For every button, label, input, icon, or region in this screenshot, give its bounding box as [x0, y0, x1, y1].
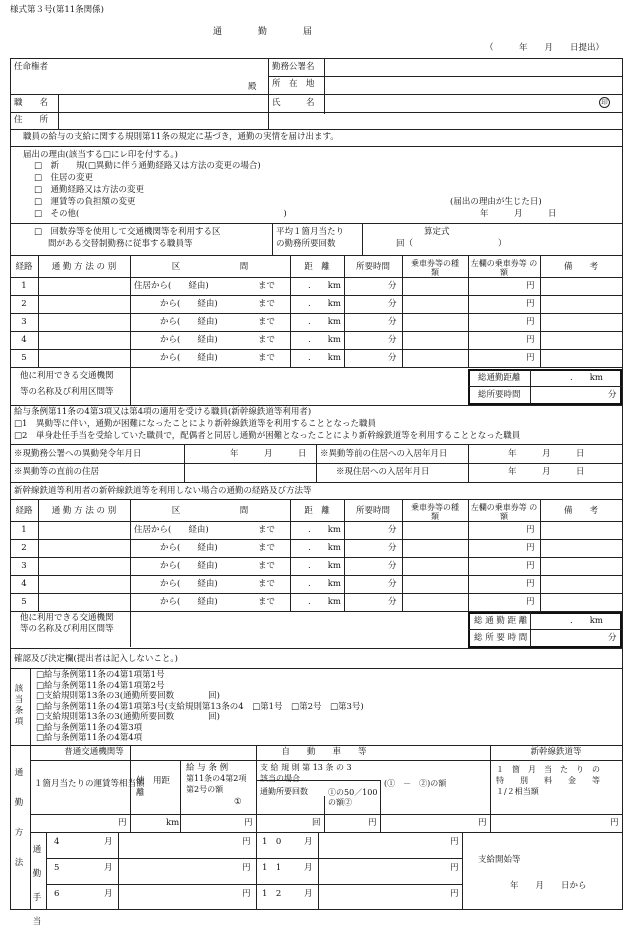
ticket-note-line2: 間がある交替制勤務に従事する職員等: [48, 239, 193, 249]
total-distance-label: 総通勤距離: [478, 373, 521, 383]
public-yen-unit: 円: [118, 818, 127, 828]
kisoku-line1: 支 給 規 則 第 13 条 の 3: [260, 763, 352, 772]
col-ticket-amount-2: 左欄の乗車券等 の 額: [470, 503, 538, 521]
time-unit: 分: [388, 281, 397, 291]
route-number: 4: [21, 335, 27, 345]
prev-residence-label: ※異動等の直前の住居: [14, 467, 100, 477]
amount-unit-2: 円: [526, 543, 535, 553]
reason-date: 年 月 日: [480, 209, 557, 219]
section-to-2: まで: [258, 597, 276, 607]
section-from-2[interactable]: から( 経由): [160, 543, 218, 553]
clause-option[interactable]: □給与条例第11条の4第1項第3号(支給規則第13条の4 □第1号 □第2号 □第3号): [36, 701, 364, 712]
row-divider-2: [10, 539, 622, 540]
clause-option[interactable]: □給与条例第11条の4第4項: [36, 733, 143, 743]
time-unit: 分: [388, 317, 397, 327]
col-time-2: 所要時間: [355, 506, 390, 516]
section-from-2[interactable]: から( 経由): [160, 597, 218, 607]
month-yen-left: 円: [242, 889, 251, 899]
total-distance-value: . km: [570, 373, 603, 383]
special-fee-line3: １/２相当額: [496, 787, 539, 796]
month-number: 4: [54, 837, 60, 847]
row-divider-2: [10, 593, 622, 594]
month-divider: [46, 884, 462, 885]
section-to: まで: [258, 335, 276, 345]
col-distance: 距 離: [304, 262, 330, 272]
time-unit: 分: [388, 299, 397, 309]
public-transport-header: 普通交通機関等: [64, 747, 124, 757]
reason-route-change[interactable]: □ 通勤経路又は方法の変更: [34, 185, 145, 195]
month-number-right: 1 2: [262, 889, 282, 899]
use-km-unit: km: [166, 818, 180, 828]
section-to: まで: [258, 299, 276, 309]
avg-count-line1: 平均１箇月当たり: [276, 227, 345, 237]
route-number-2: 5: [21, 597, 27, 607]
col-method-2: 通 勤 方 法 の 別: [51, 506, 117, 516]
use-distance: 使 用距 離: [136, 776, 179, 798]
col-route-2: 経路: [15, 506, 33, 516]
amount-unit: 円: [526, 299, 535, 309]
section-to: まで: [258, 281, 276, 291]
ratio-amount-label: ①の50／100の額②: [328, 788, 378, 807]
time-unit-2: 分: [388, 561, 397, 571]
col-distance-2: 距 離: [304, 506, 330, 516]
amount-unit-2: 円: [526, 561, 535, 571]
kisoku-line2: 該当の場合: [260, 774, 300, 783]
amount-unit-2: 円: [526, 579, 535, 589]
month-divider: [46, 858, 462, 859]
intro-text: 職員の給与の支給に関する規則第11条の規定に基づき，通勤の実情を届け出ます。: [23, 132, 339, 142]
calc-label: 算定式: [424, 227, 450, 237]
time-unit: 分: [388, 353, 397, 363]
month-yen-left: 円: [242, 837, 251, 847]
clause-option[interactable]: □給与条例第11条の4第3項: [36, 722, 143, 733]
section-from[interactable]: から( 経由): [160, 353, 218, 363]
route-number-2: 3: [21, 561, 27, 571]
section-to: まで: [258, 317, 276, 327]
other-transport-line1-2: 他に利用できる交通機関: [20, 613, 114, 623]
row-divider: [10, 349, 622, 350]
public-monthly-fare: １箇月当たりの運賃等相当額: [34, 779, 145, 789]
time-unit-2: 分: [388, 543, 397, 553]
distance-cell-2[interactable]: . km: [308, 579, 341, 589]
jorei-yen-unit: 円: [244, 818, 253, 828]
reason-address-change[interactable]: □ 住居の変更: [34, 173, 94, 183]
month-number-right: 1 1: [262, 863, 282, 873]
other-transport-line1: 他に利用できる交通機関: [20, 371, 114, 381]
route-number: 1: [21, 281, 27, 291]
dono-label: 殿: [248, 82, 257, 92]
current-residence-date-label: ※現住居への入居年月日: [336, 467, 430, 477]
confirm-title: 確認及び決定欄(提出者は記入しないこと。): [14, 654, 178, 664]
month-suffix: 月: [104, 889, 113, 899]
submit-date: （ 年 月 日提出）: [485, 43, 605, 53]
row-divider: [10, 367, 622, 368]
total-time-label: 総所要時間: [478, 390, 521, 400]
distance-cell[interactable]: . km: [308, 317, 341, 327]
prev-residence-date-value: 年 月 日: [508, 449, 585, 459]
form-title: 通 勤 届: [213, 27, 313, 37]
reason-other[interactable]: □ その他( ): [34, 209, 287, 219]
appointer-label: 任命権者: [14, 62, 49, 72]
commute-method-label: 通勤方法: [14, 768, 24, 868]
month-yen-left: 円: [242, 863, 251, 873]
col-section: 区 間: [171, 262, 249, 272]
distance-cell[interactable]: . km: [308, 335, 341, 345]
month-yen-right: 円: [450, 863, 459, 873]
col-ticket-kind-2: 乗車券等の種 類: [411, 503, 475, 521]
distance-cell-2[interactable]: . km: [308, 561, 341, 571]
section-from[interactable]: から( 経由): [160, 335, 218, 345]
amount-unit-2: 円: [526, 597, 535, 607]
non-shinkansen-title: 新幹線鉄道等利用者の新幹線鉄道等を利用しない場合の通勤の経路及び方法等: [14, 486, 312, 496]
transfer-date-value: 年 月 日: [230, 449, 307, 459]
route-number: 5: [21, 353, 27, 363]
transfer-date-label: ※現勤務公署への異動発令年月日: [14, 449, 142, 459]
jorei-line3: 第2号の額: [186, 785, 224, 794]
distance-cell[interactable]: . km: [308, 353, 341, 363]
distance-cell-2[interactable]: . km: [308, 525, 341, 535]
col-remarks-2: 備 考: [563, 506, 598, 516]
address-label: 住 所: [14, 115, 49, 125]
month-number-right: 1 0: [262, 837, 282, 847]
section-to-2: まで: [258, 579, 276, 589]
month-suffix: 月: [104, 863, 113, 873]
amount-unit: 円: [526, 317, 535, 327]
ticket-note-line1[interactable]: □ 回数券等を使用して交通機関等を利用する区: [34, 227, 221, 237]
amount-unit-2: 円: [526, 525, 535, 535]
office-location-label: 所 在 地: [272, 79, 315, 89]
month-suffix: 月: [104, 837, 113, 847]
section-to-2: まで: [258, 525, 276, 535]
route-number-2: 2: [21, 543, 27, 553]
route-number: 2: [21, 299, 27, 309]
route-number-2: 1: [21, 525, 27, 535]
time-unit-2: 分: [388, 597, 397, 607]
total-time-label-2: 総 所 要 時 間: [474, 633, 528, 643]
route-number: 3: [21, 317, 27, 327]
col-route: 経路: [15, 262, 33, 272]
avg-count-line2: の勤務所要回数: [276, 239, 336, 249]
section-from[interactable]: 住居から( 経由): [134, 281, 209, 291]
diff-yen-unit: 円: [478, 818, 487, 828]
distance-cell-2[interactable]: . km: [308, 597, 341, 607]
job-title-label: 職 名: [14, 98, 49, 108]
route-number-2: 4: [21, 579, 27, 589]
section-from-2[interactable]: から( 経由): [160, 579, 218, 589]
reason-date-label: (届出の理由が生じた日): [450, 197, 542, 207]
section-to-2: まで: [258, 543, 276, 553]
allowance-label: 通勤手当: [32, 845, 42, 927]
other-transport-line2-2: 等の名称及び利用区間等: [20, 624, 114, 634]
distance-cell[interactable]: . km: [308, 299, 341, 309]
reason-title: 届出の理由(該当する□にレ印を付する。): [23, 150, 178, 160]
special-fee-line1: １ 箇 月 当 た り の: [496, 765, 600, 774]
start-date: 年 月 日から: [510, 881, 587, 891]
section-to: まで: [258, 353, 276, 363]
section-from[interactable]: から( 経由): [160, 299, 218, 309]
shinkansen-header: 新幹線鉄道等: [530, 747, 582, 757]
form-number: 様式第３号(第11条関係): [10, 5, 104, 15]
commute-count-label: 通勤所要回数: [260, 787, 308, 796]
col-time: 所要時間: [355, 262, 390, 272]
total-distance-value-2: . km: [570, 616, 603, 626]
reason-new[interactable]: □ 新 規(□異動に伴う通勤経路又は方法の変更の場合): [34, 161, 261, 171]
col-ticket-amount: 左欄の乗車券等 の 額: [470, 259, 538, 277]
special-fee-line2: 特 別 料 金 等: [496, 776, 600, 785]
month-suffix-right: 月: [304, 889, 313, 899]
ratio-yen-unit: 円: [368, 818, 377, 828]
month-suffix-right: 月: [304, 863, 313, 873]
col-method: 通 勤 方 法 の 別: [51, 262, 117, 272]
section-from-2[interactable]: から( 経由): [160, 561, 218, 571]
clause-option[interactable]: □給与条例第11条の4第1項第1号: [36, 670, 165, 680]
col-section-2: 区 間: [171, 506, 249, 516]
reason-fare-change[interactable]: □ 運賃等の負担額の変更: [34, 197, 136, 207]
row-divider-2: [10, 557, 622, 558]
month-number: 5: [54, 863, 60, 873]
month-number: 6: [54, 889, 60, 899]
clause-option[interactable]: □支給規則第13条の3(通勤所要回数 回): [36, 691, 220, 701]
shinkansen-option-2[interactable]: □2 単身赴任手当を受給していた職員で，配偶者と同居し通勤が困難となったことにより新幹線鉄道等を利用することとなった職員: [14, 431, 521, 441]
time-unit-2: 分: [388, 525, 397, 535]
other-transport-line2: 等の名称及び利用区間等: [20, 387, 114, 397]
total-time-unit: 分: [608, 390, 617, 400]
diff-amount-label: (① － ②)の額: [384, 779, 447, 788]
name-label: 氏 名: [272, 98, 315, 108]
current-residence-date-value: 年 月 日: [508, 467, 585, 477]
calc-value: 回（ ）: [396, 239, 507, 249]
count-unit: 回: [312, 818, 321, 828]
applicable-clause-label: 該当条項: [14, 684, 24, 727]
shinkansen-title: 給与条例第11条の4第3項又は第4項の適用を受ける職員(新幹線鉄道等利用者): [14, 407, 312, 417]
jorei-line1: 給 与 条 例: [186, 763, 229, 773]
section-from[interactable]: から( 経由): [160, 317, 218, 327]
time-unit-2: 分: [388, 579, 397, 589]
row-divider: [10, 331, 622, 332]
amount-unit: 円: [526, 335, 535, 345]
distance-cell-2[interactable]: . km: [308, 543, 341, 553]
month-yen-right: 円: [450, 837, 459, 847]
month-suffix-right: 月: [304, 837, 313, 847]
seal-mark: 印: [599, 97, 610, 108]
time-unit: 分: [388, 335, 397, 345]
month-yen-right: 円: [450, 889, 459, 899]
col-remarks: 備 考: [563, 262, 598, 272]
section-from-2[interactable]: 住居から( 経由): [134, 525, 209, 535]
total-time-unit-2: 分: [608, 633, 617, 643]
total-distance-label-2: 総 通 勤 距 離: [474, 616, 528, 626]
jorei-line2: 第11条の4第2項: [186, 774, 247, 783]
row-divider-2: [10, 575, 622, 576]
shinkansen-option-1[interactable]: □1 異動等に伴い，通勤が困難になったことにより新幹線鉄道等を利用することとなった職員: [14, 419, 376, 429]
distance-cell[interactable]: . km: [308, 281, 341, 291]
amount-unit: 円: [526, 353, 535, 363]
clause-option[interactable]: □支給規則第13条の3(通勤所要回数 回): [36, 712, 220, 722]
special-yen-unit: 円: [610, 818, 619, 828]
amount-unit: 円: [526, 281, 535, 291]
jorei-mark-1: ①: [234, 797, 242, 807]
clause-option[interactable]: □給与条例第11条の4第1項第2号: [36, 680, 165, 691]
section-to-2: まで: [258, 561, 276, 571]
row-divider: [10, 295, 622, 296]
row-divider: [10, 313, 622, 314]
office-name-label: 勤務公署名: [272, 62, 315, 72]
prev-residence-date-label: ※異動等前の住居への入居年月日: [320, 449, 448, 459]
col-ticket-kind: 乗車券等の種 類: [411, 259, 475, 277]
start-label: 支給開始等: [478, 855, 521, 865]
car-header: 自 動 車 等: [281, 747, 367, 757]
